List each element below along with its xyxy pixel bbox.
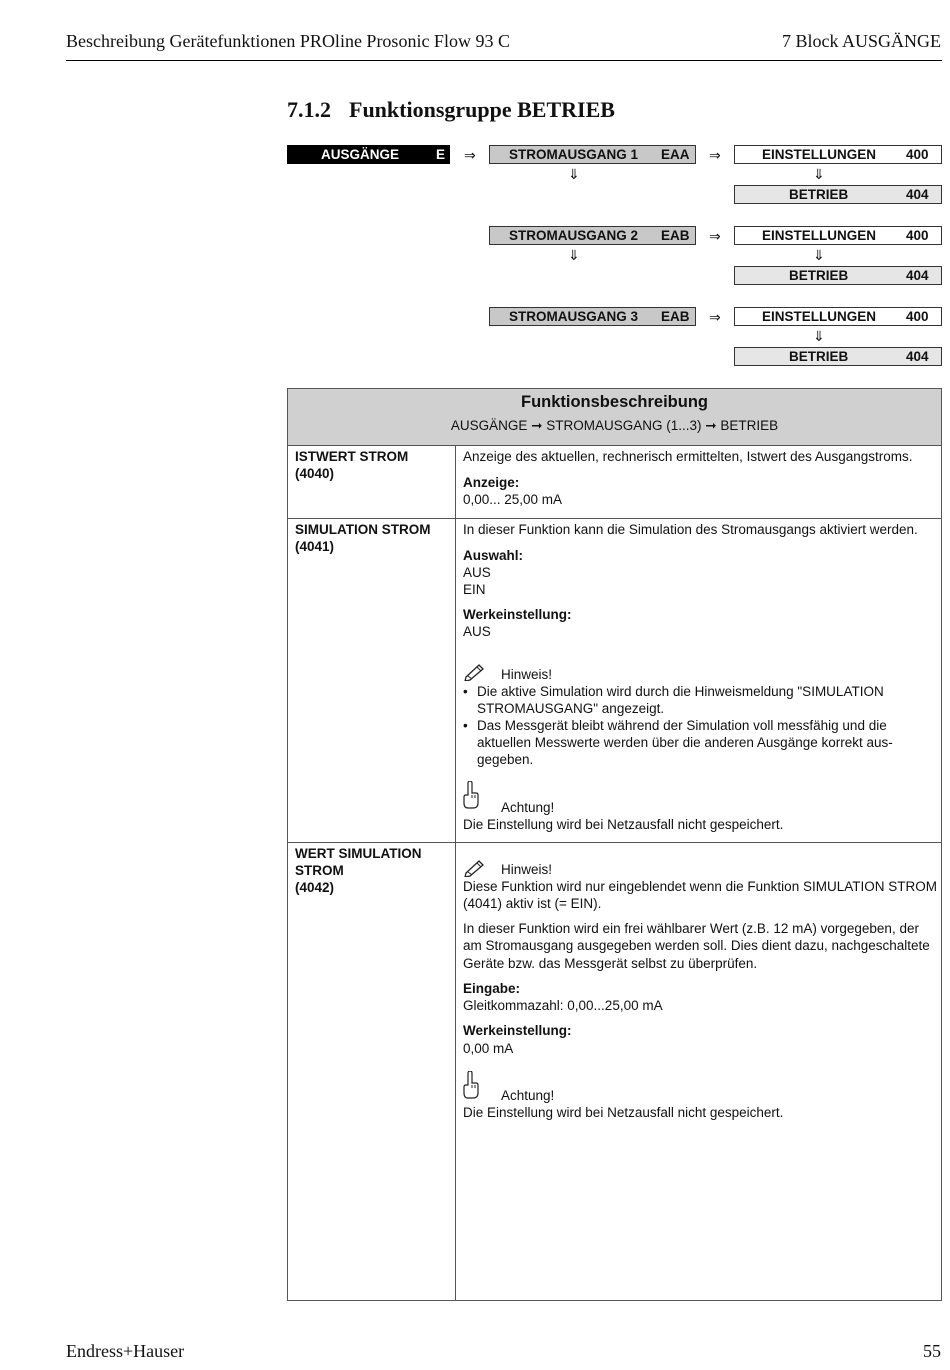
input-value: Gleitkommazahl: 0,00...25,00 mA	[463, 998, 663, 1013]
note-bullet-line: Das Messgerät bleibt während der Simulation voll messfähig und die	[477, 718, 887, 733]
display-label: Anzeige:	[463, 475, 520, 490]
select-label: Auswahl:	[463, 548, 524, 563]
running-header-title: Beschreibung Gerätefunktionen PROline Prosonic Flow 93 C	[66, 31, 510, 51]
hand-caution-icon	[462, 1071, 480, 1099]
note-title: Hinweis!	[501, 862, 553, 877]
row-divider	[288, 518, 941, 519]
function-name-simulation-current	[295, 521, 450, 555]
default-value: AUS	[463, 624, 491, 639]
settings-box-2	[734, 226, 942, 245]
description-line: Geräte bzw. das Messgerät selbst zu überprüfen.	[463, 956, 758, 971]
table-header	[288, 389, 941, 446]
caution-title: Achtung!	[501, 1088, 555, 1103]
function-name: ISTWERT STROM	[295, 449, 409, 464]
note-line: Diese Funktion wird nur eingeblendet wenn die Funktion SIMULATION STROM	[463, 879, 937, 894]
operation-box-1	[734, 185, 942, 204]
row-divider	[288, 842, 941, 843]
default-label: Werkeinstellung:	[463, 1023, 572, 1038]
function-name: WERT SIMULATION	[295, 846, 422, 861]
caution-text: Die Einstellung wird bei Netzausfall nicht gespeichert.	[463, 817, 784, 832]
note-bullet-line: STROMAUSGANG" angezeigt.	[477, 701, 665, 716]
description-line: am Stromausgang ausgegeben werden soll. Dies dient dazu, nachgeschaltete	[463, 938, 930, 953]
path-arrow-icon: ➞	[531, 418, 543, 433]
table-path	[288, 418, 941, 434]
note-bullet-line: gegeben.	[477, 752, 534, 767]
option-item: EIN	[463, 582, 486, 597]
operation-box-2	[734, 266, 942, 285]
group-code: EAB	[661, 228, 690, 243]
function-description-table: Funktionsbeschreibung AUSGÄNGE ➞ STROMAUSGANG (1...3) ➞ BETRIEB ISTWERT STROM (4040) Anzeige des aktuellen, rechnerisch ermittelten, Istwert des Ausgangstroms. Anzeige: 0,00... 25,00 mA SIMULATION STROM (4041) In dieser Funktion kann die Simulation des Stromausgangs aktiviert werden. Auswahl: AUS EIN Werkeinstellung: AUS Hinweis! • Die aktive Simulation wird durch die Hinweismeldung "SIMULATION STROMAUSGANG" angezeigt. • Das Messgerät bleibt während der Simulation voll messfähig und die aktuellen Messwerte werden über die anderen Ausgänge korrekt aus- gegeben. Achtung! Die Einstellung wird bei Netzausfall nicht gespeichert. WERT SIMULATION STROM (4042) Hinweis! Diese Funktion wird nur eingeblendet wenn die Funktion SIMULATION STROM (4041) aktiv ist (= EIN). In dieser Funktion wird ein frei wählbarer Wert (z.B. 12 mA) vorgegeben, der am Stromausgang ausgegeben werden soll. Dies dient dazu, nachgeschaltete Geräte bzw. das Messgerät selbst zu überprüfen. Eingabe: Gleitkommazahl: 0,00...25,00 mA Werkeinstellung: 0,00 mA Achtung! Die Einstellung wird bei Netzausfall nicht gespeichert.	[287, 388, 942, 1301]
block-label: AUSGÄNGE	[321, 147, 400, 162]
note-line: (4041) aktiv ist (= EIN).	[463, 896, 602, 911]
settings-label: EINSTELLUNGEN	[762, 228, 877, 243]
function-code: (4042)	[295, 880, 335, 895]
group-box-current-output-2	[489, 226, 696, 245]
arrow-down-icon: ⇓	[568, 247, 580, 263]
function-code: (4041)	[295, 539, 335, 554]
settings-code: 400	[906, 147, 929, 162]
caution-title: Achtung!	[501, 800, 555, 815]
arrow-down-icon: ⇓	[813, 166, 825, 182]
function-description: Anzeige des aktuellen, rechnerisch ermittelten, Istwert des Ausgangstroms.	[463, 449, 913, 464]
section-heading	[287, 97, 615, 123]
block-code: E	[436, 147, 446, 162]
operation-box-3	[734, 347, 942, 366]
footer-brand: Endress+Hauser	[66, 1341, 185, 1361]
group-box-current-output-1	[489, 145, 696, 164]
group-box-current-output-3	[489, 307, 696, 326]
operation-code: 404	[906, 349, 929, 364]
pencil-icon	[464, 663, 486, 681]
group-code: EAA	[661, 147, 690, 162]
display-value: 0,00... 25,00 mA	[463, 492, 563, 507]
group-label: STROMAUSGANG 3	[509, 309, 639, 324]
note-title: Hinweis!	[501, 667, 553, 682]
function-description: In dieser Funktion kann die Simulation des Stromausgangs aktiviert werden.	[463, 522, 918, 537]
operation-code: 404	[906, 187, 929, 202]
arrow-right-icon: ⇒	[709, 228, 721, 244]
settings-label: EINSTELLUNGEN	[762, 147, 877, 162]
operation-label: BETRIEB	[789, 268, 849, 283]
column-divider	[455, 445, 456, 1300]
function-name: STROM	[295, 863, 344, 878]
group-label: STROMAUSGANG 2	[509, 228, 639, 243]
function-name-simulation-value	[295, 845, 450, 896]
function-name: SIMULATION STROM	[295, 522, 431, 537]
default-value: 0,00 mA	[463, 1041, 514, 1056]
section-title: Funktionsgruppe BETRIEB	[349, 97, 615, 122]
path-item: AUSGÄNGE	[450, 418, 528, 433]
operation-label: BETRIEB	[789, 187, 849, 202]
arrow-down-icon: ⇓	[568, 166, 580, 182]
note-bullet-line: Die aktive Simulation wird durch die Hinweismeldung "SIMULATION	[477, 684, 884, 699]
note-bullet-line: aktuellen Messwerte werden über die anderen Ausgänge korrekt aus-	[477, 735, 893, 750]
settings-label: EINSTELLUNGEN	[762, 309, 877, 324]
function-code: (4040)	[295, 466, 335, 481]
description-line: In dieser Funktion wird ein frei wählbarer Wert (z.B. 12 mA) vorgegeben, der	[463, 921, 919, 936]
operation-label: BETRIEB	[789, 349, 849, 364]
section-number: 7.1.2	[287, 97, 331, 122]
caution-text: Die Einstellung wird bei Netzausfall nicht gespeichert.	[463, 1105, 784, 1120]
arrow-down-icon: ⇓	[813, 328, 825, 344]
arrow-right-icon: ⇒	[709, 309, 721, 325]
input-label: Eingabe:	[463, 981, 521, 996]
header-rule	[66, 60, 942, 61]
arrow-right-icon: ⇒	[709, 147, 721, 163]
hand-caution-icon	[462, 781, 480, 809]
settings-box-1	[734, 145, 942, 164]
settings-box-3	[734, 307, 942, 326]
arrow-right-icon: ⇒	[464, 147, 476, 163]
arrow-down-icon: ⇓	[813, 247, 825, 263]
operation-code: 404	[906, 268, 929, 283]
path-item: STROMAUSGANG (1...3)	[546, 418, 702, 433]
path-item: BETRIEB	[720, 418, 779, 433]
table-title: Funktionsbeschreibung	[520, 393, 708, 411]
page-number: 55	[923, 1341, 941, 1361]
pencil-icon	[464, 859, 486, 877]
group-label: STROMAUSGANG 1	[509, 147, 639, 162]
function-name-actual-current	[295, 448, 450, 482]
settings-code: 400	[906, 228, 929, 243]
running-header-chapter: 7 Block AUSGÄNGE	[781, 31, 941, 51]
settings-code: 400	[906, 309, 929, 324]
option-item: AUS	[463, 565, 491, 580]
default-label: Werkeinstellung:	[463, 607, 572, 622]
path-arrow-icon: ➞	[705, 418, 717, 433]
block-box-outputs	[287, 145, 450, 164]
group-code: EAB	[661, 309, 690, 324]
